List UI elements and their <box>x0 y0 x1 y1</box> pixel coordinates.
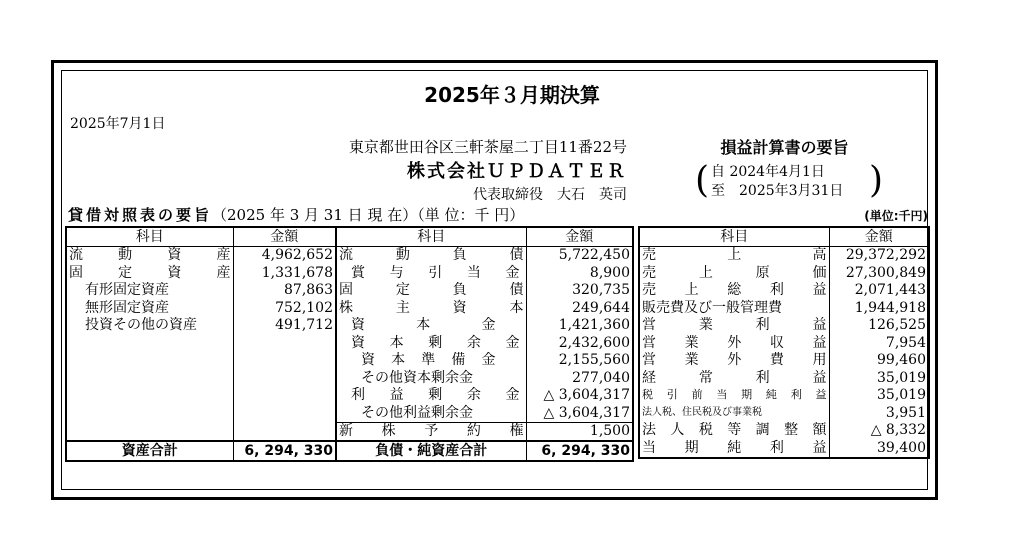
bs-col-item-liab: 科目 <box>336 227 526 246</box>
pl-value: 35,019 <box>829 387 929 405</box>
liab-label: 賞 与 引 当 金 <box>336 264 526 282</box>
balance-sheet-title: 貸借対照表の要旨 <box>68 206 213 224</box>
asset-blank <box>66 404 233 422</box>
pl-value: 35,019 <box>829 369 929 387</box>
liab-value: △ 3,604,317 <box>526 404 633 422</box>
balance-sheet-heading <box>68 208 524 223</box>
pl-value: 7,954 <box>829 334 929 352</box>
asset-value: 491,712 <box>233 317 336 335</box>
total-liab-label: 負債・純資産合計 <box>336 441 526 461</box>
total-assets-label: 資産合計 <box>66 441 233 461</box>
pl-value: 2,071,443 <box>829 282 929 300</box>
income-statement-unit: (単位:千円) <box>864 209 928 223</box>
liab-label: 資 本 金 <box>336 317 526 335</box>
income-statement-heading: 損益計算書の要旨 <box>720 138 849 157</box>
right-paren: ) <box>869 160 884 201</box>
asset-blank <box>233 422 336 441</box>
pl-value: 39,400 <box>829 439 929 458</box>
asset-blank <box>66 369 233 387</box>
balance-sheet-subheading: （2025 年 3 月 31 日 現 在）（単 位：千 円） <box>212 206 525 224</box>
bs-col-item-assets: 科目 <box>66 227 233 246</box>
pl-value: 27,300,849 <box>829 264 929 282</box>
pl-label: 売 上 原 価 <box>639 264 829 282</box>
pl-label: 法人税等調整額 <box>639 422 829 440</box>
asset-label: 投資その他の資産 <box>66 317 233 335</box>
pl-label: 売 上 総 利 益 <box>639 282 829 300</box>
asset-blank <box>233 352 336 370</box>
pl-label: 法人税、住民税及び事業税 <box>639 404 829 422</box>
liab-value: 5,722,450 <box>526 246 633 264</box>
liab-value: 320,735 <box>526 282 633 300</box>
pl-col-amount: 金額 <box>829 227 929 246</box>
bs-col-amount-assets: 金額 <box>233 227 336 246</box>
balance-sheet-table <box>65 226 634 462</box>
asset-label: 有形固定資産 <box>66 282 233 300</box>
company-name: 株式会社ＵＰＤＡＴＥＲ <box>407 161 627 182</box>
total-assets-value: 6, 294, 330 <box>233 441 336 461</box>
pl-label: 売 上 高 <box>639 246 829 264</box>
liab-label: 新 株 予 約 権 <box>336 422 526 441</box>
company-address: 東京都世田谷区三軒茶屋二丁目11番22号 <box>348 138 627 156</box>
asset-blank <box>66 422 233 441</box>
asset-value: 4,962,652 <box>233 246 336 264</box>
liab-value: 1,421,360 <box>526 317 633 335</box>
asset-blank <box>233 334 336 352</box>
pl-label: 税引前当期純利益 <box>639 387 829 405</box>
representative: 代表取締役 大石 英司 <box>473 187 627 203</box>
period-to: 至 2025年3月31日 <box>711 183 844 199</box>
pl-label: 営 業 利 益 <box>639 317 829 335</box>
pl-value: 1,944,918 <box>829 299 929 317</box>
asset-blank <box>233 404 336 422</box>
total-liab-value: 6, 294, 330 <box>526 441 633 461</box>
asset-blank <box>66 352 233 370</box>
document-title: 2025年３月期決算 <box>424 83 600 107</box>
bs-col-amount-liab: 金額 <box>526 227 633 246</box>
asset-blank <box>233 369 336 387</box>
income-statement-table <box>638 226 930 459</box>
liab-label: 資本剰余金 <box>336 334 526 352</box>
liab-label: 株 主 資 本 <box>336 299 526 317</box>
pl-col-item: 科目 <box>639 227 829 246</box>
liab-label: その他資本剰余金 <box>336 369 526 387</box>
asset-label: 固 定 資 産 <box>66 264 233 282</box>
publication-date: 2025年7月1日 <box>70 116 166 132</box>
period-from: 自 2024年4月1日 <box>711 164 825 180</box>
liab-label: 資本準備金 <box>336 352 526 370</box>
asset-blank <box>66 387 233 405</box>
pl-value: △ 8,332 <box>829 422 929 440</box>
liab-label: 固 定 負 債 <box>336 282 526 300</box>
pl-value: 29,372,292 <box>829 246 929 264</box>
liab-value: △ 3,604,317 <box>526 387 633 405</box>
asset-value: 752,102 <box>233 299 336 317</box>
pl-value: 126,525 <box>829 317 929 335</box>
pl-value: 3,951 <box>829 404 929 422</box>
liab-value: 2,432,600 <box>526 334 633 352</box>
liab-value: 1,500 <box>526 422 633 441</box>
pl-label: 営 業 外 収 益 <box>639 334 829 352</box>
pl-label: 営 業 外 費 用 <box>639 352 829 370</box>
pl-label: 当 期 純 利 益 <box>639 439 829 458</box>
liab-label: その他利益剰余金 <box>336 404 526 422</box>
liab-value: 277,040 <box>526 369 633 387</box>
asset-blank <box>233 387 336 405</box>
asset-label: 流 動 資 産 <box>66 246 233 264</box>
asset-label: 無形固定資産 <box>66 299 233 317</box>
liab-label: 利益剰余金 <box>336 387 526 405</box>
liab-value: 2,155,560 <box>526 352 633 370</box>
liab-label: 流 動 負 債 <box>336 246 526 264</box>
pl-label: 経 常 利 益 <box>639 369 829 387</box>
asset-blank <box>66 334 233 352</box>
asset-value: 87,863 <box>233 282 336 300</box>
period-box <box>695 158 884 204</box>
liab-value: 249,644 <box>526 299 633 317</box>
asset-value: 1,331,678 <box>233 264 336 282</box>
pl-label: 販売費及び一般管理費 <box>639 299 829 317</box>
left-paren: ( <box>695 160 710 201</box>
liab-value: 8,900 <box>526 264 633 282</box>
pl-value: 99,460 <box>829 352 929 370</box>
